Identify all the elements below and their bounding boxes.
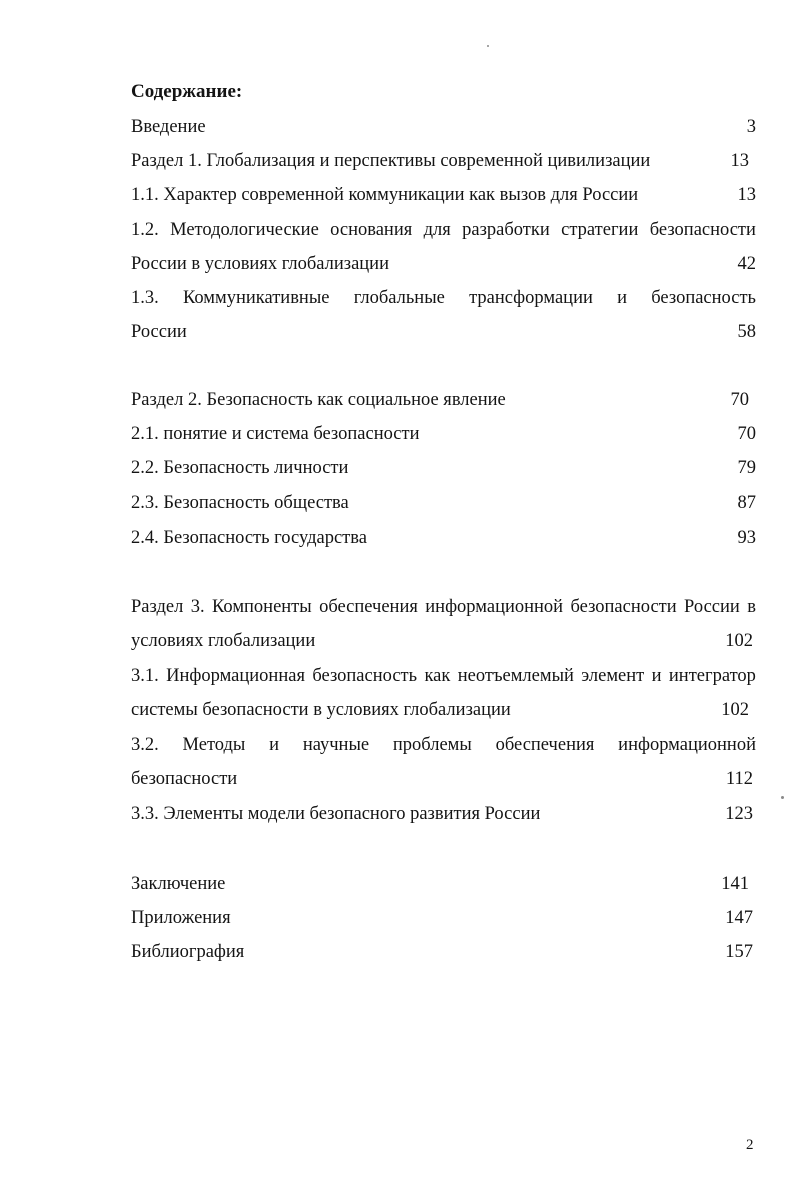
- toc-entry-title: Введение: [131, 117, 206, 137]
- toc-entry-title-line2: безопасности 112: [131, 766, 756, 792]
- toc-entry-1-1: [131, 182, 756, 208]
- toc-entry-page: 157: [725, 942, 753, 962]
- toc-entry-title: Раздел 2. Безопасность как социальное явление: [131, 390, 506, 410]
- toc-entry-title-line2: системы безопасности в условиях глобализации 102: [131, 697, 756, 723]
- toc-entry-title: Раздел 1. Глобализация и перспективы современной цивилизации: [131, 151, 651, 171]
- toc-entry-3-3: [131, 801, 756, 827]
- toc-entry-title-line1: 3.1. Информационная безопасность как неотъемлемый элемент и интегратор: [131, 666, 756, 686]
- toc-entry-page: 112: [725, 769, 753, 789]
- toc-entry-page: 123: [725, 804, 753, 824]
- toc-entry-title-line2: условиях глобализации 102: [131, 628, 756, 654]
- toc-entry-3-2: [131, 732, 756, 792]
- toc-entry-title-line1: 3.2. Методы и научные проблемы обеспечения информационной: [131, 735, 756, 755]
- toc-entry-page: 13: [737, 185, 756, 205]
- toc-entry-3-1: [131, 663, 756, 723]
- toc-entry-bibliography: [131, 939, 756, 965]
- toc-entry-title: Приложения: [131, 908, 231, 928]
- toc-entry-title: 2.4. Безопасность государства: [131, 528, 367, 548]
- toc-entry-title-line2: России 58: [131, 319, 756, 345]
- toc-entry-title: Библиография: [131, 942, 245, 962]
- toc-entry-title: 1.1. Характер современной коммуникации как вызов для России: [131, 185, 639, 205]
- toc-entry-2-4: [131, 525, 756, 551]
- toc-entry-1-3: [131, 285, 756, 345]
- scan-speck: [487, 45, 489, 47]
- toc-entry-conclusion: [131, 871, 756, 897]
- toc-entry-page: 70: [730, 390, 749, 410]
- toc-heading: Содержание:: [131, 81, 243, 102]
- toc-entry-page: 147: [725, 908, 753, 928]
- toc-entry-page: 87: [737, 493, 756, 513]
- toc-entry-title: 2.1. понятие и система безопасности: [131, 424, 420, 444]
- scan-speck: [781, 796, 784, 799]
- toc-entry-title: 2.2. Безопасность личности: [131, 458, 349, 478]
- toc-entry-page: 79: [737, 458, 756, 478]
- toc-entry-introduction: [131, 114, 756, 140]
- toc-entry-title-line1: Раздел 3. Компоненты обеспечения информационной безопасности России в: [131, 597, 756, 617]
- toc-entry-1-2: [131, 217, 756, 277]
- page-number: 2: [746, 1137, 754, 1153]
- toc-entry-title: 2.3. Безопасность общества: [131, 493, 349, 513]
- toc-entry-page: 102: [725, 631, 753, 651]
- toc-entry-page: 42: [737, 254, 756, 274]
- toc-entry-page: 102: [721, 700, 749, 720]
- toc-entry-2-1: [131, 421, 756, 447]
- toc-entry-page: 3: [746, 117, 756, 137]
- toc-entry-title-line1: 1.2. Методологические основания для разработки стратегии безопасности: [131, 220, 756, 240]
- toc-entry-2-2: [131, 455, 756, 481]
- toc-entry-2-3: [131, 490, 756, 516]
- toc-entry-appendices: [131, 905, 756, 931]
- toc-entry-section-1: [131, 148, 756, 174]
- toc-entry-page: 13: [730, 151, 749, 171]
- toc-entry-section-2: [131, 387, 756, 413]
- toc-entry-title-line1: 1.3. Коммуникативные глобальные трансформации и безопасность: [131, 288, 756, 308]
- toc-entry-section-3: [131, 594, 756, 654]
- toc-entry-page: 58: [737, 322, 756, 342]
- toc-entry-page: 70: [737, 424, 756, 444]
- toc-entry-title: 3.3. Элементы модели безопасного развития России: [131, 804, 541, 824]
- toc-entry-page: 141: [721, 874, 749, 894]
- toc-entry-page: 93: [737, 528, 756, 548]
- toc-entry-title: Заключение: [131, 874, 226, 894]
- toc-entry-title-line2: России в условиях глобализации 42: [131, 251, 756, 277]
